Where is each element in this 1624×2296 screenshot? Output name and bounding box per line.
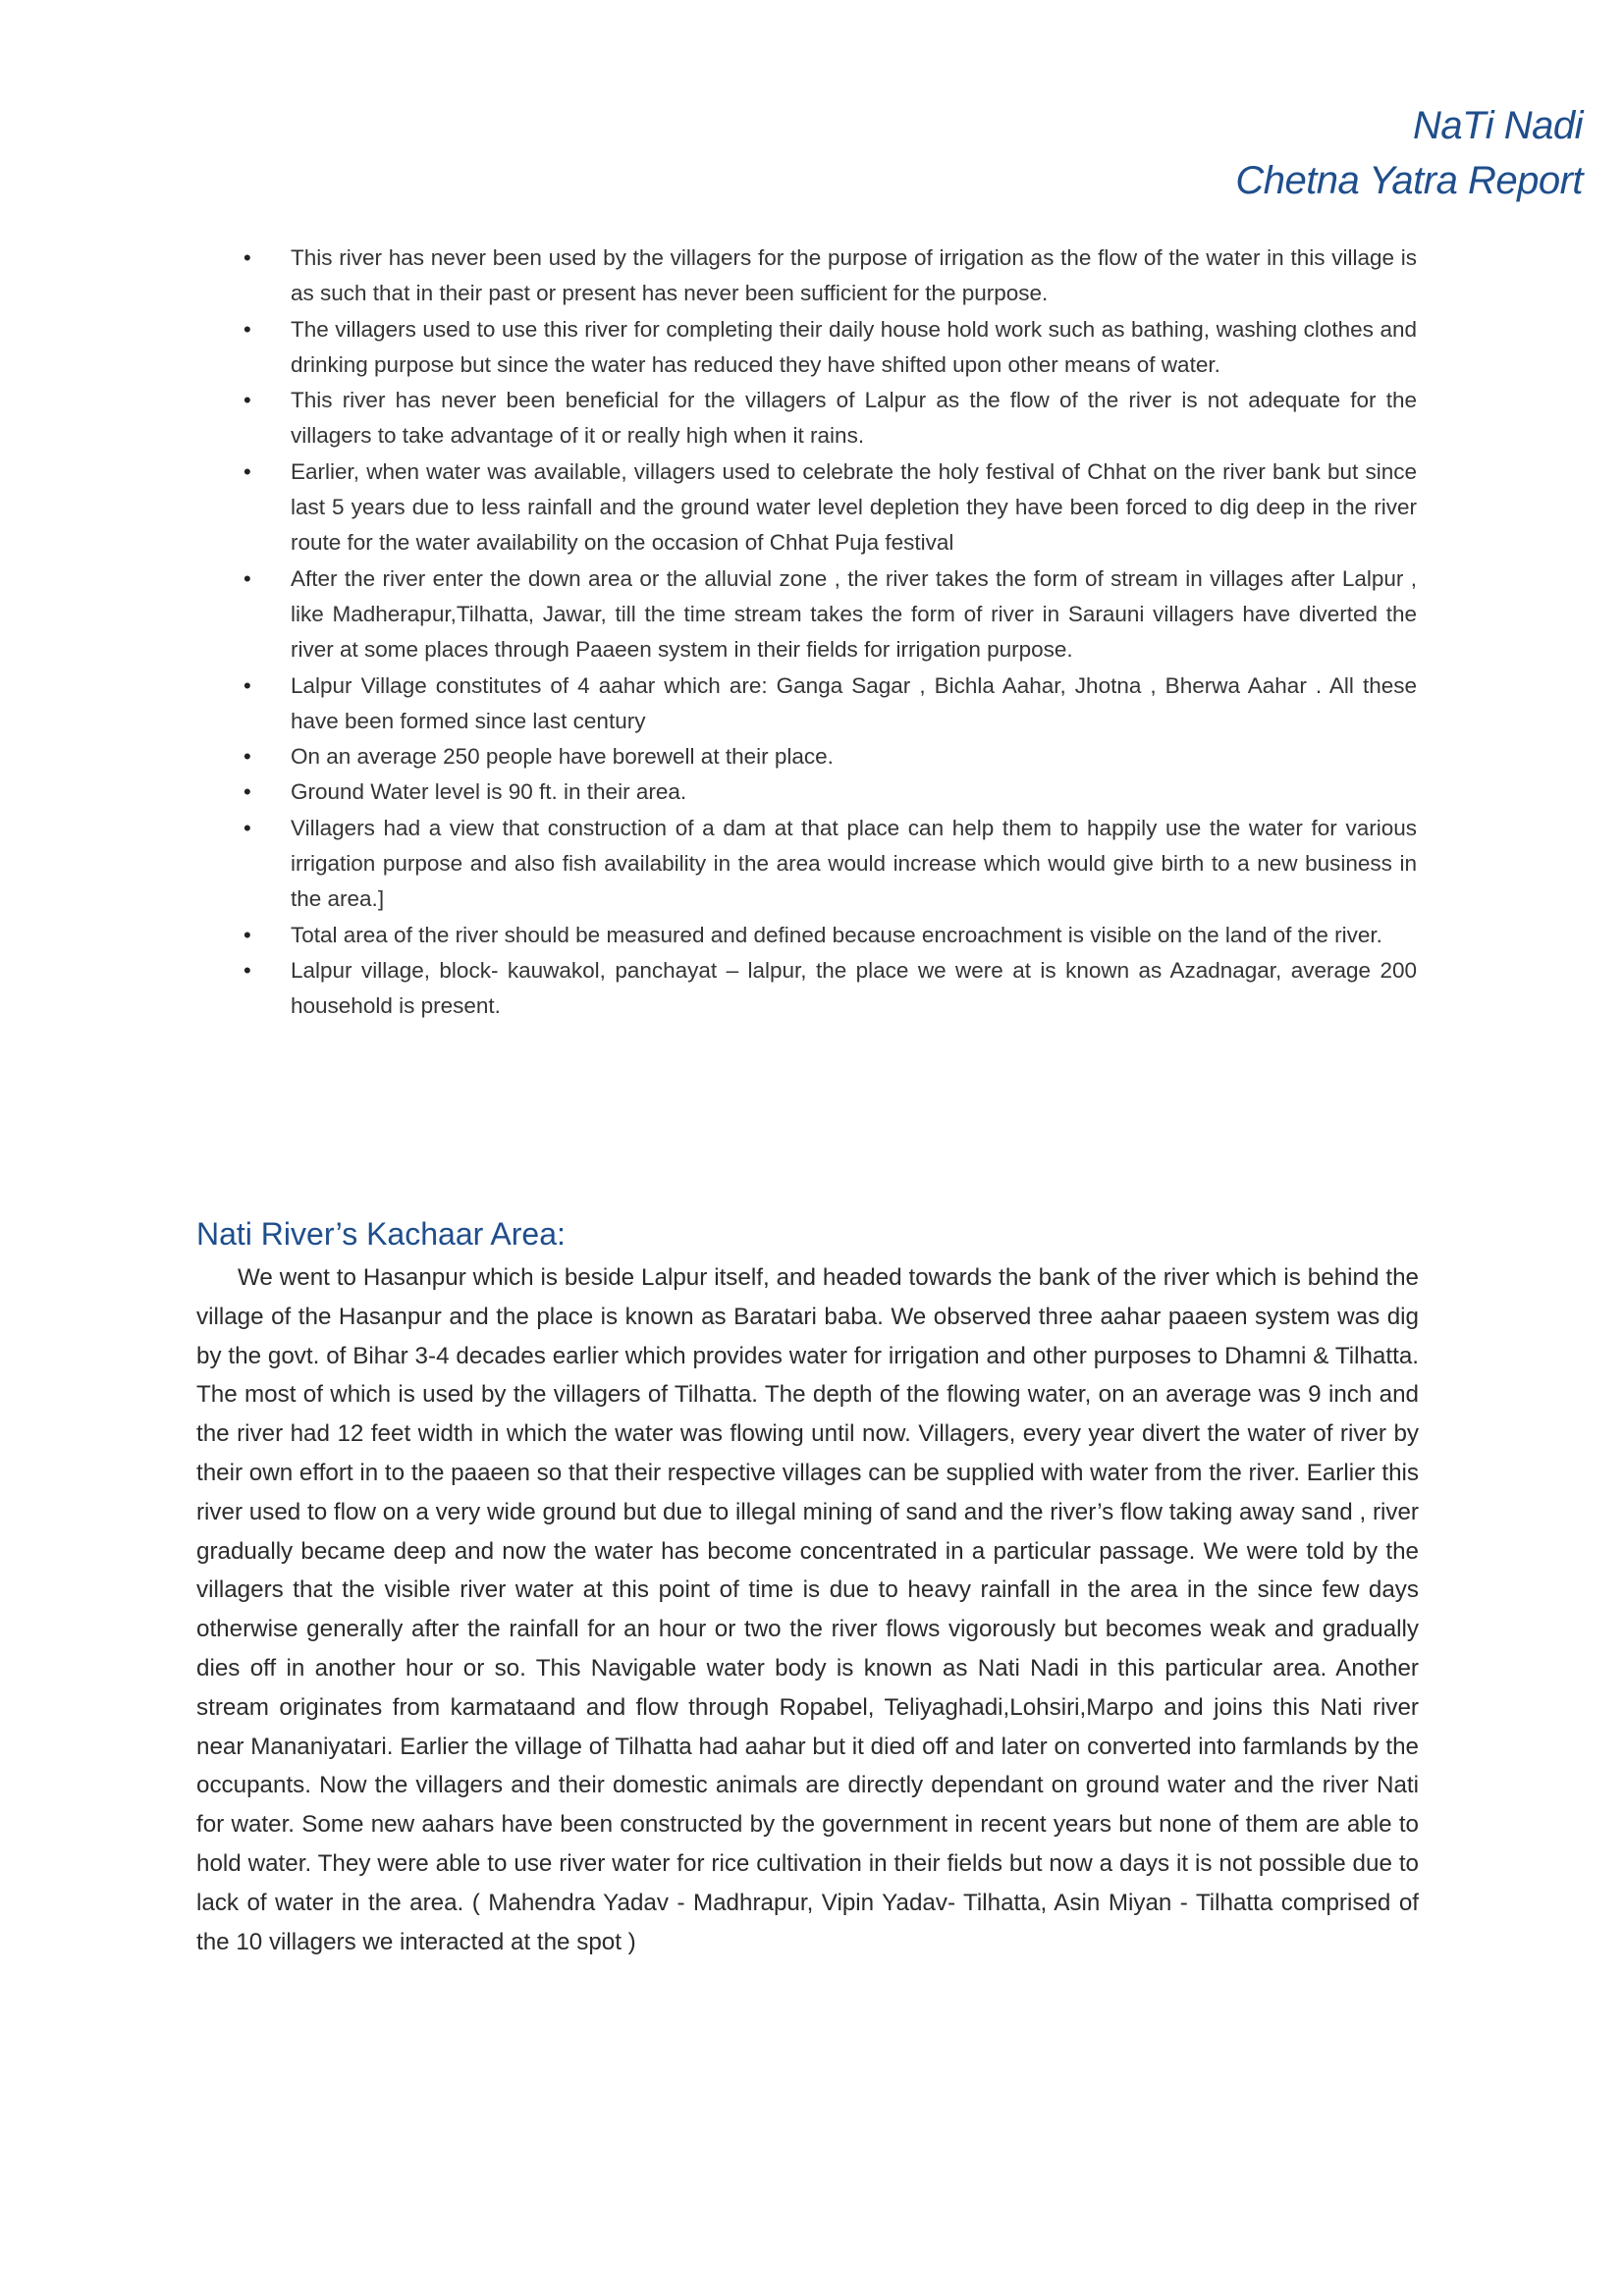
- report-header: [1235, 98, 1583, 208]
- list-item-text: Villagers had a view that construction of a dam at that place can help them to happily use the water for various irrigation purpose and also fish availability in the area would increase which would give birth to a new business in the area.]: [291, 815, 1417, 912]
- section-heading: Nati River’s Kachaar Area:: [196, 1216, 566, 1252]
- bullet-icon: •: [244, 815, 251, 840]
- list-item-text: Lalpur Village constitutes of 4 aahar which are: Ganga Sagar , Bichla Aahar, Jhotna , Bherwa Aahar . All these have been formed since last century: [291, 672, 1417, 733]
- header-subtitle: Chetna Yatra Report: [1235, 159, 1583, 202]
- list-item: [244, 240, 1417, 312]
- bullet-icon: •: [244, 388, 251, 413]
- list-item: [244, 383, 1417, 454]
- bullet-icon: •: [244, 744, 251, 770]
- list-item-text: Total area of the river should be measured and defined because encroachment is visible on the land of the river.: [291, 922, 1382, 947]
- list-item: [244, 953, 1417, 1025]
- list-item-text: This river has never been used by the villagers for the purpose of irrigation as the flow of the water in this village is as such that in their past or present has never been sufficient for the purpose.: [291, 245, 1417, 306]
- list-item: [244, 918, 1417, 953]
- list-item: [244, 668, 1417, 740]
- section-paragraph: We went to Hasanpur which is beside Lalpur itself, and headed towards the bank of the river which is behind the village of the Hasanpur and the place is known as Baratari baba. We observed three aahar paaeen system was dig by the govt. of Bihar 3-4 decades earlier which provides water for irrigation and other purposes to Dhamni & Tilhatta. The most of which is used by the villagers of Tilhatta. The depth of the flowing water, on an average was 9 inch and the river had 12 feet width in which the water was flowing until now. Villagers, every year divert the water of river by their own effort in to the paaeen so that their respective villages can be supplied with water from the river. Earlier this river used to flow on a very wide ground but due to illegal mining of sand and the river’s flow taking away sand , river gradually became deep and now the water has become concentrated in a particular passage. We were told by the villagers that the visible river water at this point of time is due to heavy rainfall in the area in the since few days otherwise generally after the rainfall for an hour or two the river flows vigorously but becomes weak and gradually dies off in another hour or so. This Navigable water body is known as Nati Nadi in this particular area. Another stream originates from karmataand and flow through Ropabel, Teliyaghadi,Lohsiri,Marpo and joins this Nati river near Mananiyatari. Earlier the village of Tilhatta had aahar but it died off and later on converted into farmlands by the occupants. Now the villagers and their domestic animals are directly dependant on ground water and the river Nati for water. Some new aahars have been constructed by the government in recent years but none of them are able to hold water. They were able to use river water for rice cultivation in their fields but now a days it is not possible due to lack of water in the area. ( Mahendra Yadav - Madhrapur, Vipin Yadav- Tilhatta, Asin Miyan - Tilhatta comprised of the 10 villagers we interacted at the spot ): [196, 1264, 1419, 1955]
- list-item: [244, 454, 1417, 561]
- list-item-text: Lalpur village, block- kauwakol, panchayat – lalpur, the place we were at is known as Azadnagar, average 200 household is present.: [291, 957, 1417, 1019]
- list-item: [244, 739, 1417, 774]
- list-item-text: The villagers used to use this river for completing their daily house hold work such as bathing, washing clothes and drinking purpose but since the water has reduced they have shifted upon other means of water.: [291, 316, 1417, 377]
- observations-list: [244, 240, 1417, 1025]
- list-item-text: After the river enter the down area or the alluvial zone , the river takes the form of stream in villages after Lalpur , like Madherapur,Tilhatta, Jawar, till the time stream takes the form of river in Sarauni villagers have diverted the river at some places through Paaeen system in their fields for irrigation purpose.: [291, 565, 1417, 663]
- bullet-icon: •: [244, 922, 251, 947]
- bullet-icon: •: [244, 245, 251, 270]
- list-item-text: This river has never been beneficial for the villagers of Lalpur as the flow of the river is not adequate for the villagers to take advantage of it or really high when it rains.: [291, 388, 1417, 449]
- list-item: [244, 811, 1417, 918]
- bullet-icon: •: [244, 672, 251, 698]
- bullet-icon: •: [244, 458, 251, 484]
- list-item: [244, 561, 1417, 668]
- list-item-text: Earlier, when water was available, villagers used to celebrate the holy festival of Chhat on the river bank but since last 5 years due to less rainfall and the ground water level depletion they have been forced to dig deep in the river route for the water availability on the occasion of Chhat Puja festival: [291, 458, 1417, 556]
- bullet-icon: •: [244, 565, 251, 591]
- list-item-text: On an average 250 people have borewell at their place.: [291, 744, 834, 770]
- header-title: NaTi Nadi: [1413, 104, 1583, 147]
- bullet-icon: •: [244, 779, 251, 805]
- list-item: [244, 312, 1417, 384]
- list-item-text: Ground Water level is 90 ft. in their area.: [291, 779, 687, 805]
- list-item: [244, 774, 1417, 810]
- bullet-icon: •: [244, 316, 251, 342]
- bullet-icon: •: [244, 957, 251, 983]
